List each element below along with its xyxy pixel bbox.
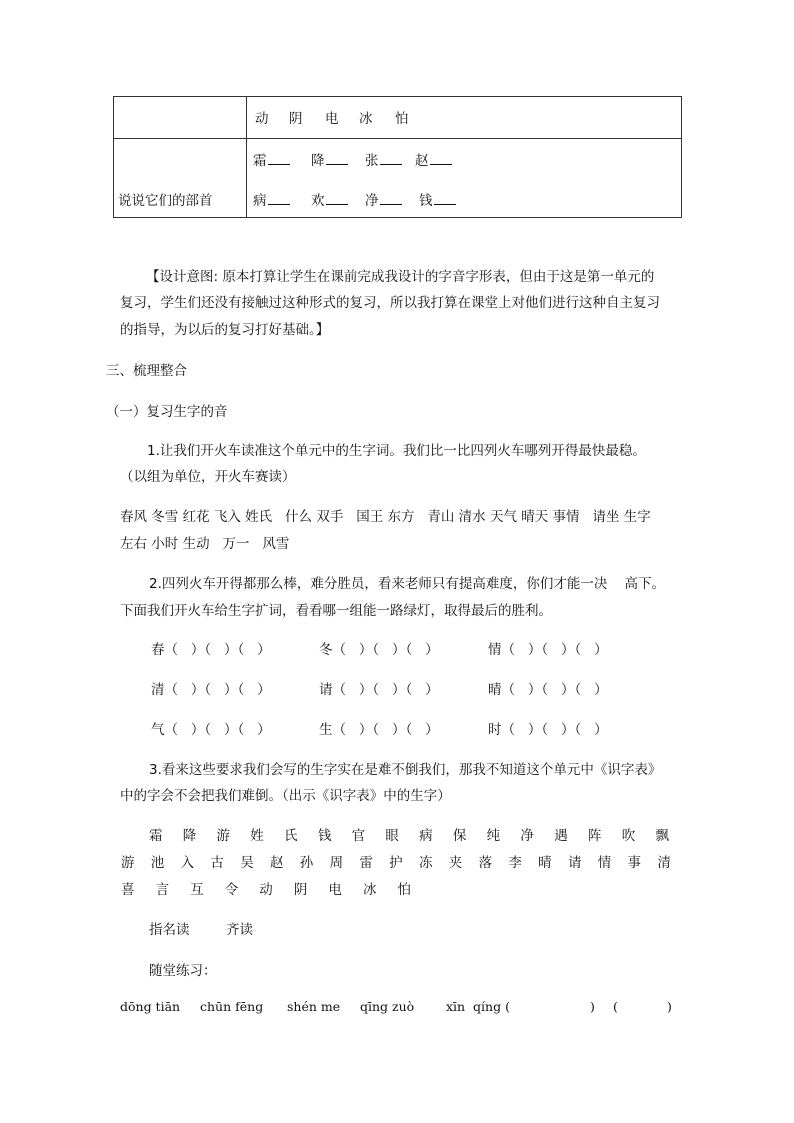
char: 电 <box>328 882 342 898</box>
table-cell-empty <box>114 97 247 139</box>
blank-line[interactable] <box>380 152 402 165</box>
char: 令 <box>224 882 239 898</box>
item2-line: 2.四列火车开得都那么棒，难分胜员，看来老师只有提高难度，你们才能一决 高下。 <box>149 576 666 592</box>
table-cell-radicals <box>247 139 682 218</box>
reading-mode: 齐读 <box>226 922 253 938</box>
char: 钱 <box>317 828 332 844</box>
char: 情 <box>597 855 612 871</box>
char: 姓 <box>250 828 264 844</box>
item2-line: 下面我们开火车给生字扩词，看看哪一组能一路绿灯，取得最后的胜利。 <box>120 603 552 619</box>
char: 孙 <box>299 855 314 871</box>
char-row <box>149 824 669 844</box>
char-row <box>121 878 411 898</box>
blank-line[interactable] <box>268 192 290 205</box>
char: 动 <box>255 111 269 127</box>
pinyin-item: qīng zuò <box>360 999 415 1014</box>
char: 病 <box>419 828 433 844</box>
expand-cell[interactable]: 生（ ）（ ）（ ） <box>319 722 439 738</box>
design-intent-line: 【设计意图: 原本打算让学生在课前完成我设计的字音字形表，但由于这是第一单元的 <box>146 269 655 285</box>
expand-cell[interactable]: 情（ ）（ ）（ ） <box>488 642 608 658</box>
answer-paren-close: ) <box>590 999 595 1014</box>
design-intent-line: 复习，学生们还没有接触过这种形式的复习，所以我打算在课堂上对他们进行这种自主复习 <box>120 295 660 311</box>
char: 请 <box>567 855 582 871</box>
char-row <box>121 851 671 871</box>
char: 晴 <box>538 855 552 871</box>
char: 怕 <box>395 111 409 127</box>
char: 飘 <box>655 828 669 844</box>
char: 保 <box>452 828 467 844</box>
char: 夹 <box>448 855 463 871</box>
char: 眼 <box>385 828 399 844</box>
char: 遇 <box>554 828 568 844</box>
char: 入 <box>180 855 195 871</box>
char: 赵 <box>415 153 429 169</box>
expand-cell[interactable]: 气（ ）（ ）（ ） <box>151 722 271 738</box>
char: 钱 <box>419 193 433 209</box>
char: 事 <box>627 855 642 871</box>
char: 氏 <box>284 828 298 844</box>
char: 赵 <box>269 855 284 871</box>
item1-line: （以组为单位，开火车赛读） <box>120 469 296 485</box>
char: 降 <box>311 153 325 169</box>
char: 霜 <box>253 153 267 169</box>
char: 雷 <box>359 855 373 871</box>
char: 净 <box>365 193 379 209</box>
blank-line[interactable] <box>380 192 402 205</box>
table-row <box>114 97 682 139</box>
char: 护 <box>389 855 403 871</box>
char: 净 <box>520 828 534 844</box>
blank-line[interactable] <box>434 192 456 205</box>
subsection-title: （一）复习生字的音 <box>106 404 228 420</box>
char: 游 <box>216 828 231 844</box>
char: 冰 <box>359 111 373 127</box>
word-list-line: 春风 冬雪 红花 飞入 姓氏 什么 双手 国王 东方 青山 清水 天气 晴天 事情 请坐 生字 <box>120 509 651 525</box>
char: 霜 <box>149 828 163 844</box>
char: 池 <box>150 855 165 871</box>
expand-cell[interactable]: 请（ ）（ ）（ ） <box>319 682 439 698</box>
char: 清 <box>657 855 671 871</box>
char: 阴 <box>293 882 308 898</box>
char: 阴 <box>289 111 303 127</box>
char: 电 <box>325 111 339 127</box>
char: 言 <box>155 882 170 898</box>
char: 冻 <box>418 855 433 871</box>
char: 吹 <box>621 828 636 844</box>
word-list-line: 左右 小时 生动 万一 风雪 <box>120 536 290 552</box>
pinyin-item: dōng tiān <box>120 999 181 1014</box>
char: 欢 <box>311 193 325 209</box>
answer-paren-close: ) <box>667 999 672 1014</box>
blank-line[interactable] <box>326 192 348 205</box>
char: 阵 <box>587 828 602 844</box>
blank-line[interactable] <box>430 152 452 165</box>
char: 古 <box>210 855 224 871</box>
answer-paren-open: ( <box>613 999 618 1014</box>
table-row <box>114 139 682 218</box>
char: 怕 <box>397 882 411 898</box>
pinyin-item: xīn qíng ( <box>446 999 510 1014</box>
char: 纯 <box>486 828 501 844</box>
char: 游 <box>121 855 135 871</box>
item3-line: 中的字会不会把我们难倒。（出示《识字表》中的生字） <box>120 788 451 804</box>
blank-line[interactable] <box>326 152 348 165</box>
section-title: 三、梳理整合 <box>106 363 187 379</box>
char: 喜 <box>121 882 135 898</box>
design-intent-line: 的指导，为以后的复习打好基础。】 <box>120 322 330 338</box>
expand-cell[interactable]: 时（ ）（ ）（ ） <box>488 722 608 738</box>
practice-label: 随堂练习： <box>149 963 217 979</box>
reading-mode: 指名读 <box>149 922 190 938</box>
review-table <box>113 96 682 218</box>
item1-line: 1.让我们开火车读准这个单元中的生字词。我们比一比四列火车哪列开得最快最稳。 <box>147 443 646 459</box>
expand-cell[interactable]: 冬（ ）（ ）（ ） <box>319 642 439 658</box>
char: 李 <box>508 855 522 871</box>
char: 互 <box>190 882 204 898</box>
char: 周 <box>329 855 344 871</box>
char: 官 <box>351 828 366 844</box>
char: 落 <box>478 855 493 871</box>
char: 动 <box>259 882 273 898</box>
radical-label: 说说它们的部首 <box>118 193 213 209</box>
char: 病 <box>253 193 267 209</box>
blank-line[interactable] <box>268 152 290 165</box>
table-cell-chars <box>247 97 682 139</box>
item3-line: 3.看来这些要求我们会写的生字实在是难不倒我们，那我不知道这个单元中《识字表》 <box>149 762 662 778</box>
char: 张 <box>365 153 379 169</box>
char: 冰 <box>362 882 377 898</box>
pinyin-item: shén me <box>287 999 341 1014</box>
char: 降 <box>182 828 197 844</box>
expand-cell[interactable]: 春（ ）（ ）（ ） <box>151 642 271 658</box>
char: 吴 <box>240 855 254 871</box>
expand-cell[interactable]: 晴（ ）（ ）（ ） <box>488 682 608 698</box>
pinyin-item: chūn fēng <box>200 999 264 1014</box>
expand-cell[interactable]: 清（ ）（ ）（ ） <box>151 682 271 698</box>
table-cell-label <box>114 139 247 218</box>
